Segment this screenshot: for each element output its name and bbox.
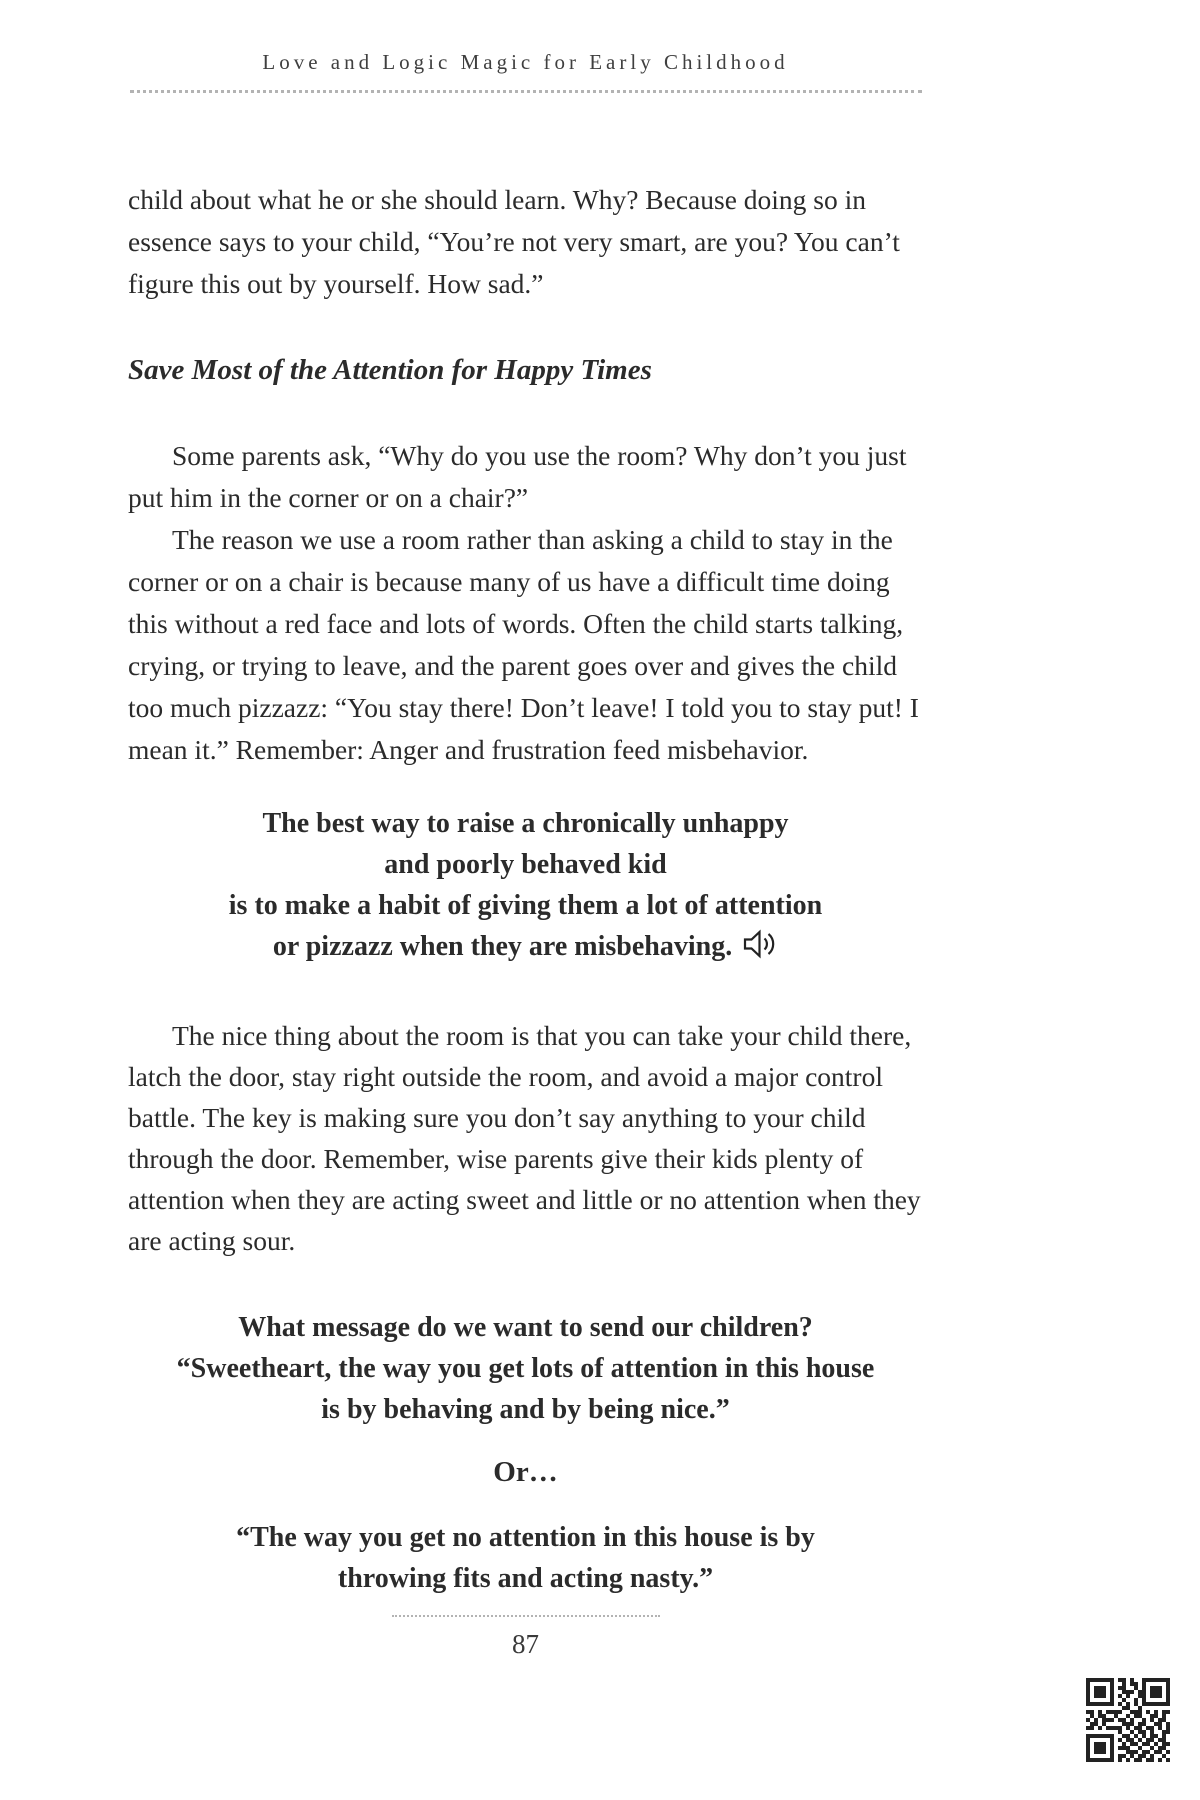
pull-quote-line: “The way you get no attention in this house is by bbox=[236, 1522, 815, 1553]
pull-quote-line: What message do we want to send our children? bbox=[238, 1312, 813, 1343]
page-number: 87 bbox=[512, 1629, 539, 1659]
section-heading: Save Most of the Attention for Happy Times bbox=[128, 354, 652, 386]
footer-divider bbox=[392, 1615, 660, 1617]
pull-quote-message bbox=[128, 1307, 923, 1430]
paragraph-some-parents: Some parents ask, “Why do you use the room? Why don’t you just put him in the corner or on a chair?” bbox=[128, 440, 907, 513]
pull-quote-line: is to make a habit of giving them a lot of attention bbox=[228, 890, 823, 921]
paragraph-continuation: child about what he or she should learn. Why? Because doing so in essence says to your child, “You’re not very smart, are you? You can’t figure this out by yourself. How sad.” bbox=[128, 184, 900, 299]
qr-code bbox=[1086, 1678, 1170, 1762]
pull-quote-line: throwing fits and acting nasty.” bbox=[337, 1563, 714, 1594]
pull-quote-line: “Sweetheart, the way you get lots of attention in this house bbox=[176, 1353, 875, 1384]
pull-quote-line: and poorly behaved kid bbox=[384, 849, 667, 880]
text-column bbox=[128, 0, 923, 1660]
header-divider bbox=[130, 90, 922, 93]
pull-quote-line: is by behaving and by being nice.” bbox=[321, 1394, 730, 1425]
running-header: Love and Logic Magic for Early Childhood bbox=[262, 50, 789, 74]
paragraph-nice-thing: The nice thing about the room is that you can take your child there, latch the door, stay right outside the room, and avoid a major control battle. The key is making sure you don’t say anything to your child through the door. Remember, wise parents give their kids plenty of attention when they are acting sweet and little or no attention when they are acting sour. bbox=[128, 1020, 921, 1256]
paragraph-reason: The reason we use a room rather than asking a child to stay in the corner or on a chair is because many of us have a difficult time doing this without a red face and lots of words. Often the child starts talking, crying, or trying to leave, and the parent goes over and gives the child too much pizzazz: “You stay there! Don’t leave! I told you to stay put! I mean it.” Remember: Anger and frustration feed misbehavior. bbox=[128, 524, 919, 765]
audio-speaker-icon[interactable] bbox=[742, 929, 778, 971]
pull-quote-no-attention bbox=[128, 1517, 923, 1599]
pull-quote-line: The best way to raise a chronically unhappy bbox=[262, 808, 789, 839]
pull-quote-attention bbox=[128, 803, 923, 971]
pull-quote-last-line bbox=[128, 926, 923, 971]
pull-quote-line: or pizzazz when they are misbehaving. bbox=[272, 931, 733, 962]
or-text: Or… bbox=[493, 1456, 558, 1488]
